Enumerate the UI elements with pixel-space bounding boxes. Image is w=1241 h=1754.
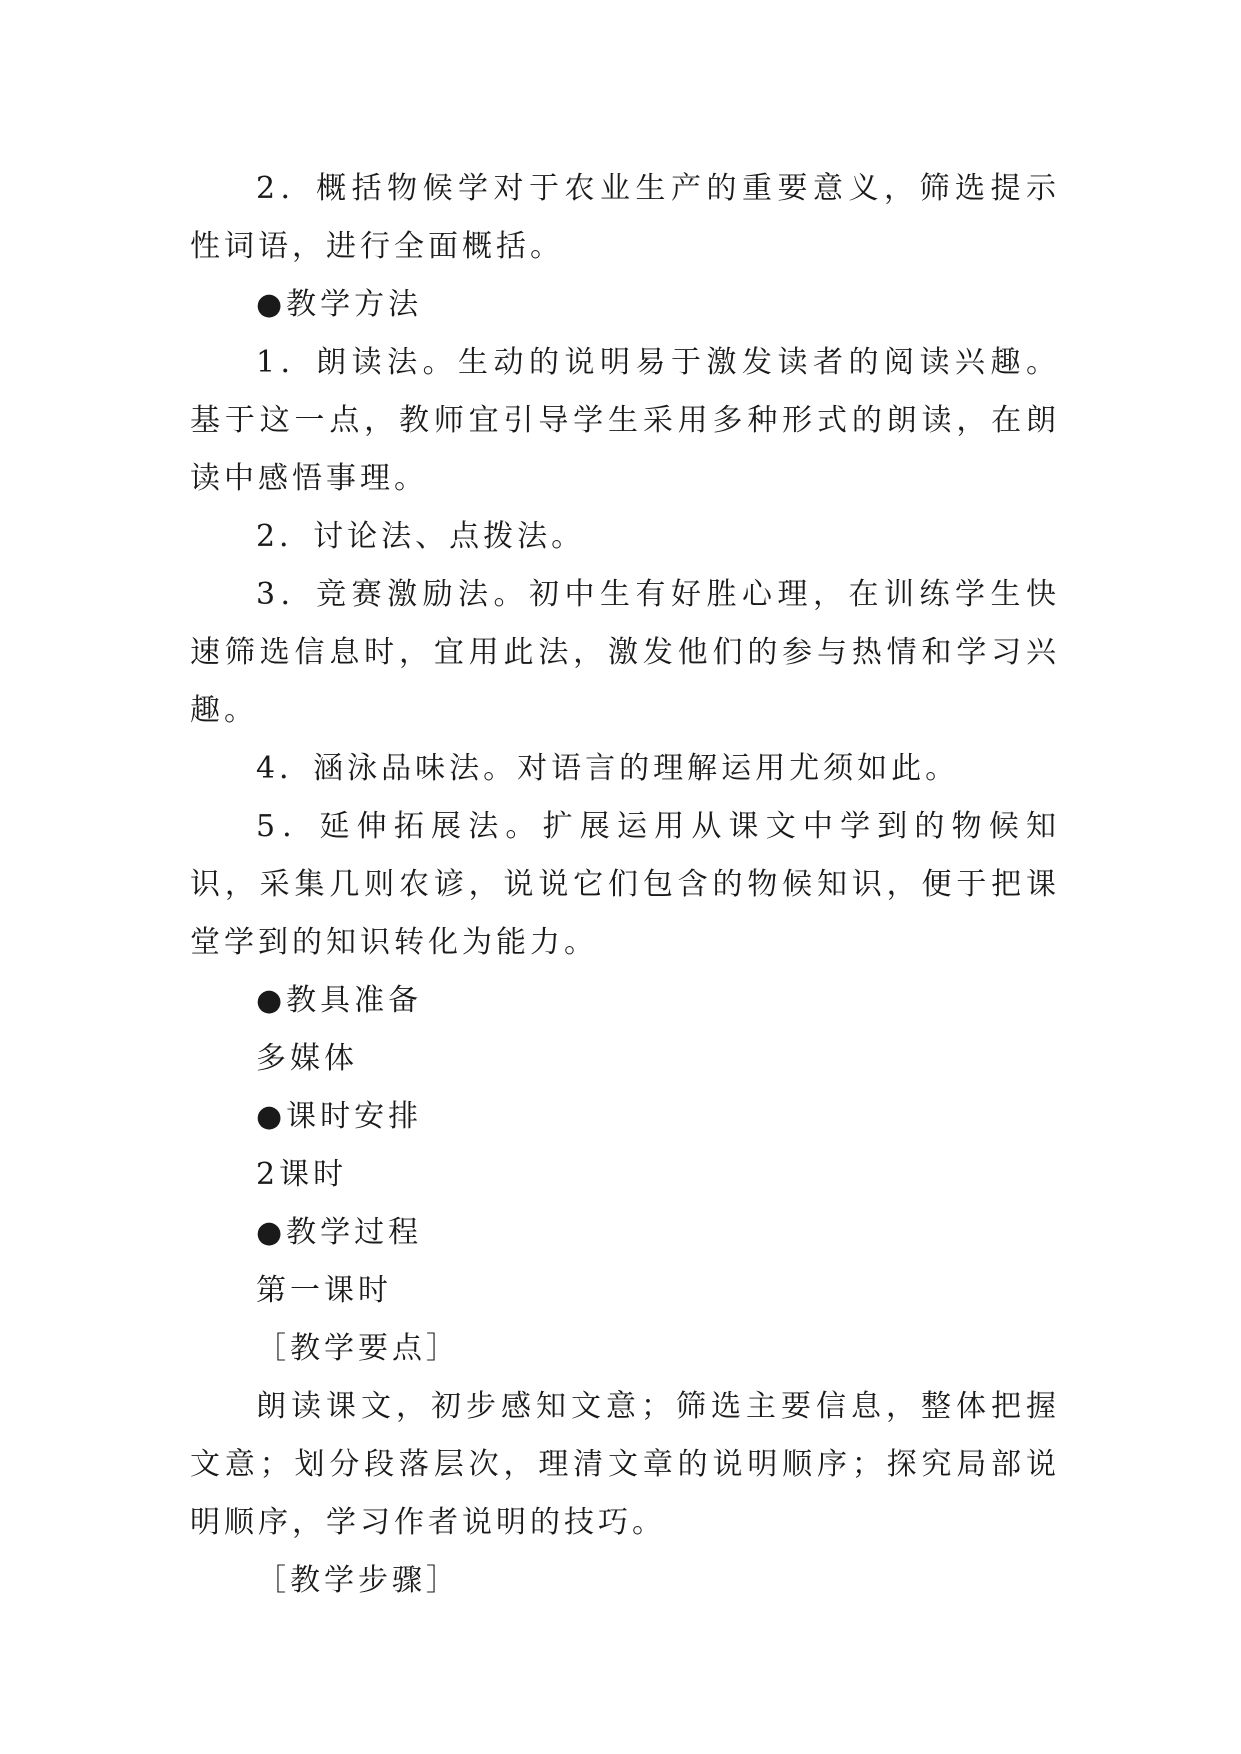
method-5-paragraph: 5．延伸拓展法。扩展运用从课文中学到的物候知识，采集几则农谚，说说它们包含的物候知识，便于把课堂学到的知识转化为能力。 (190, 809, 1060, 960)
teaching-points-heading: ［教学要点］ (256, 1331, 460, 1366)
method-4-paragraph: 4．涵泳品味法。对语言的理解运用尤须如此。 (256, 751, 960, 786)
method-1-paragraph: 1．朗读法。生动的说明易于激发读者的阅读兴趣。基于这一点，教师宜引导学生采用多种形式的朗读，在朗读中感悟事理。 (190, 345, 1060, 496)
teaching-aids-heading: ●教具准备 (256, 983, 423, 1018)
objective-2-paragraph: 2．概括物候学对于农业生产的重要意义，筛选提示性词语，进行全面概括。 (190, 171, 1060, 264)
method-3-paragraph: 3．竞赛激励法。初中生有好胜心理，在训练学生快速筛选信息时，宜用此法，激发他们的参与热情和学习兴趣。 (190, 577, 1060, 728)
method-2-paragraph: 2．讨论法、点拨法。 (256, 519, 586, 554)
teaching-aids-value: 多媒体 (256, 1041, 358, 1076)
teaching-process-heading: ●教学过程 (256, 1215, 423, 1250)
first-lesson-heading: 第一课时 (256, 1273, 392, 1308)
class-hours-value: 2课时 (256, 1157, 348, 1192)
document-body (190, 160, 1060, 1610)
teaching-steps-heading: ［教学步骤］ (256, 1563, 460, 1598)
class-hours-heading: ●课时安排 (256, 1099, 423, 1134)
teaching-methods-heading: ●教学方法 (256, 287, 423, 322)
teaching-points-paragraph: 朗读课文，初步感知文意；筛选主要信息，整体把握文意；划分段落层次，理清文章的说明顺序；探究局部说明顺序，学习作者说明的技巧。 (190, 1389, 1060, 1540)
